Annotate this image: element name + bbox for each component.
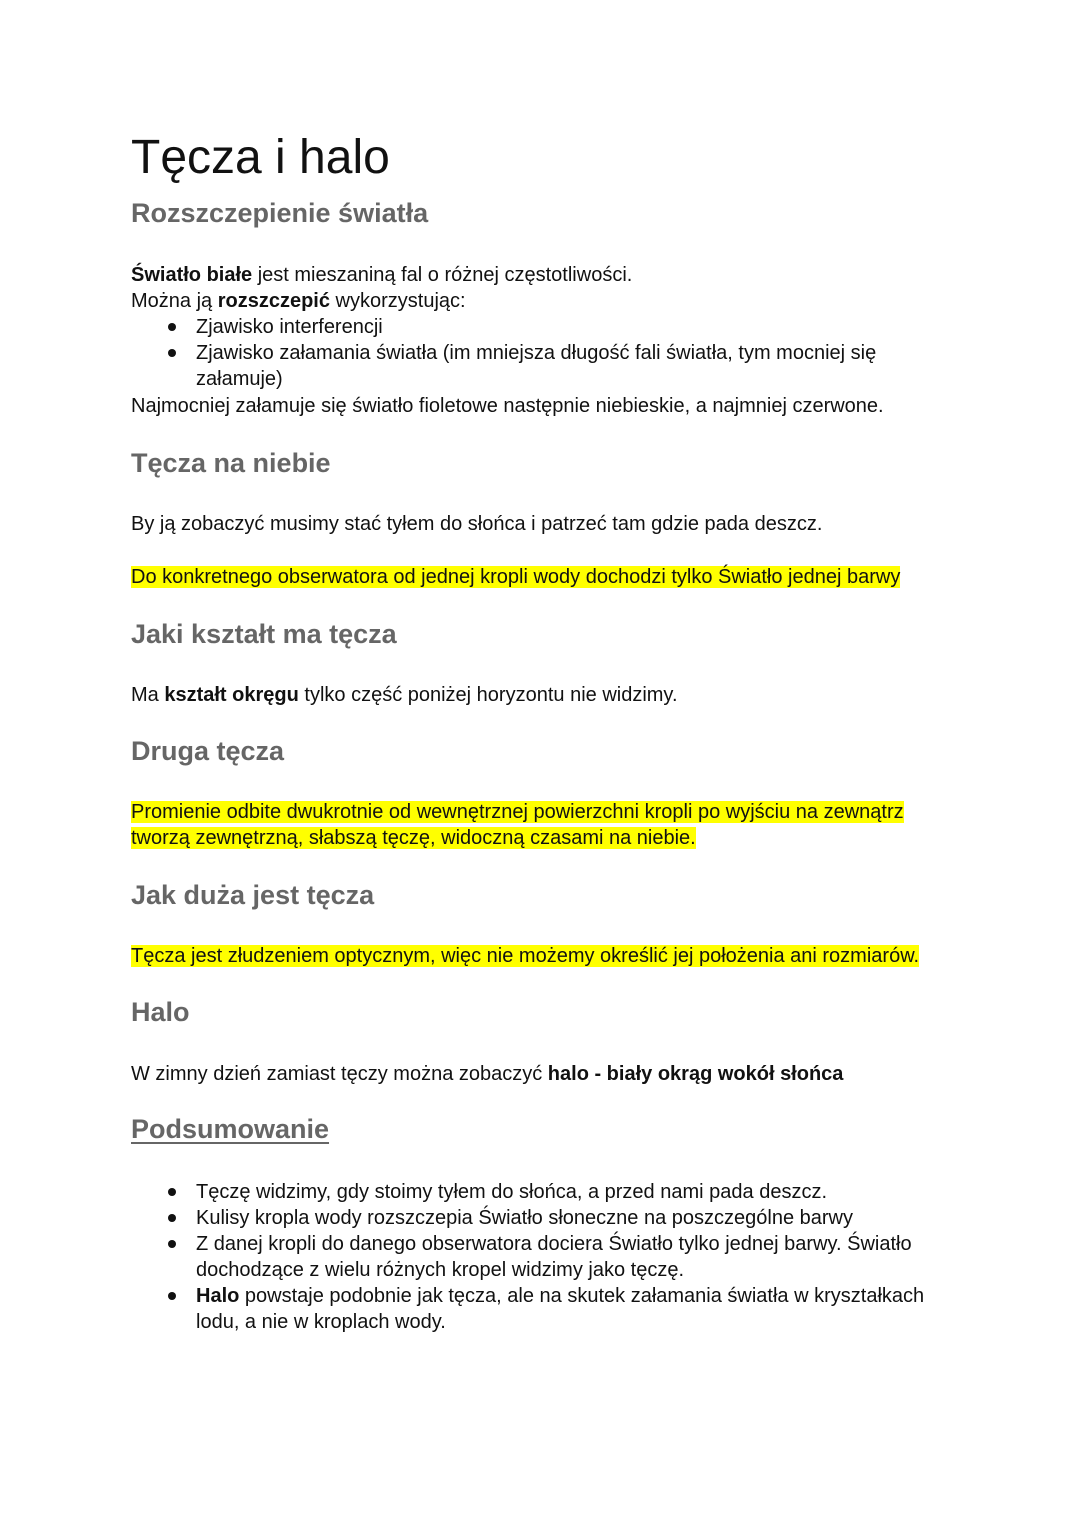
paragraph-tylem-do-slonca: By ją zobaczyć musimy stać tyłem do słońca i patrzeć tam gdzie pada deszcz. bbox=[131, 513, 823, 535]
bold-halo-summary: Halo bbox=[196, 1285, 240, 1307]
list-item: Zjawisko załamania światła (im mniejsza długość fali światła, tym mocniej się załamuje) bbox=[131, 340, 886, 392]
heading-tecza-na-niebie: Tęcza na niebie bbox=[131, 448, 331, 478]
heading-ksztalt: Jaki kształt ma tęcza bbox=[131, 619, 397, 649]
heading-podsumowanie: Podsumowanie bbox=[131, 1114, 330, 1144]
list-item: Halo powstaje podobnie jak tęcza, ale na skutek załamania światła w kryształkach lodu, a nie w kroplach wody. bbox=[131, 1283, 956, 1335]
bullet-list-summary bbox=[131, 1179, 951, 1335]
bullet-icon bbox=[168, 1240, 176, 1248]
paragraph-rozszczepic: Można ją rozszczepić wykorzystując: bbox=[131, 290, 466, 312]
paragraph-ksztalt-okregu: Ma kształt okręgu tylko część poniżej horyzontu nie widzimy. bbox=[131, 684, 678, 706]
bold-swiatlo-biale: Światło białe bbox=[131, 264, 253, 286]
bullet-icon bbox=[168, 1292, 176, 1300]
paragraph-halo: W zimny dzień zamiast tęczy można zobaczyć halo - biały okrąg wokół słońca bbox=[131, 1063, 844, 1085]
paragraph-swiatlo-biale: Światło białe jest mieszaniną fal o różnej częstotliwości. bbox=[131, 264, 633, 286]
bold-halo: halo - biały okrąg wokół słońca bbox=[547, 1063, 844, 1085]
list-item: Kulisy kropla wody rozszczepia Światło słoneczne na poszczególne barwy bbox=[131, 1205, 951, 1231]
heading-rozszczepienie: Rozszczepienie światła bbox=[131, 198, 429, 228]
list-item: Z danej kropli do danego obserwatora dociera Światło tylko jednej barwy. Światło dochodzące z wielu różnych kropel widzimy jako tęczę. bbox=[131, 1231, 926, 1283]
heading-druga-tecza: Druga tęcza bbox=[131, 736, 285, 766]
highlight-jedna-barwa: Do konkretnego obserwatora od jednej kropli wody dochodzi tylko Światło jednej barwy bbox=[131, 566, 901, 588]
page-title: Tęcza i halo bbox=[131, 131, 390, 184]
heading-halo: Halo bbox=[131, 997, 190, 1027]
bold-ksztalt-okregu: kształt okręgu bbox=[164, 684, 299, 706]
list-item: Zjawisko interferencji bbox=[131, 314, 911, 340]
highlight-zludzenie: Tęcza jest złudzeniem optycznym, więc nie możemy określić jej położenia ani rozmiarów. bbox=[131, 945, 920, 967]
bullet-icon bbox=[168, 323, 176, 331]
bullet-list-rozszczepienie bbox=[131, 314, 911, 392]
bullet-icon bbox=[168, 1214, 176, 1222]
bold-rozszczepic: rozszczepić bbox=[217, 290, 330, 312]
list-item: Tęczę widzimy, gdy stoimy tyłem do słońca, a przed nami pada deszcz. bbox=[131, 1179, 951, 1205]
heading-jak-duza: Jak duża jest tęcza bbox=[131, 880, 375, 910]
bullet-icon bbox=[168, 1188, 176, 1196]
highlight-druga-tecza-line2: tworzą zewnętrzną, słabszą tęczę, widoczną czasami na niebie. bbox=[131, 827, 696, 849]
paragraph-fioletowe: Najmocniej załamuje się światło fioletowe następnie niebieskie, a najmniej czerwone. bbox=[131, 395, 884, 417]
highlight-druga-tecza-line1: Promienie odbite dwukrotnie od wewnętrznej powierzchni kropli po wyjściu na zewnątrz bbox=[131, 801, 904, 823]
bullet-icon bbox=[168, 349, 176, 357]
